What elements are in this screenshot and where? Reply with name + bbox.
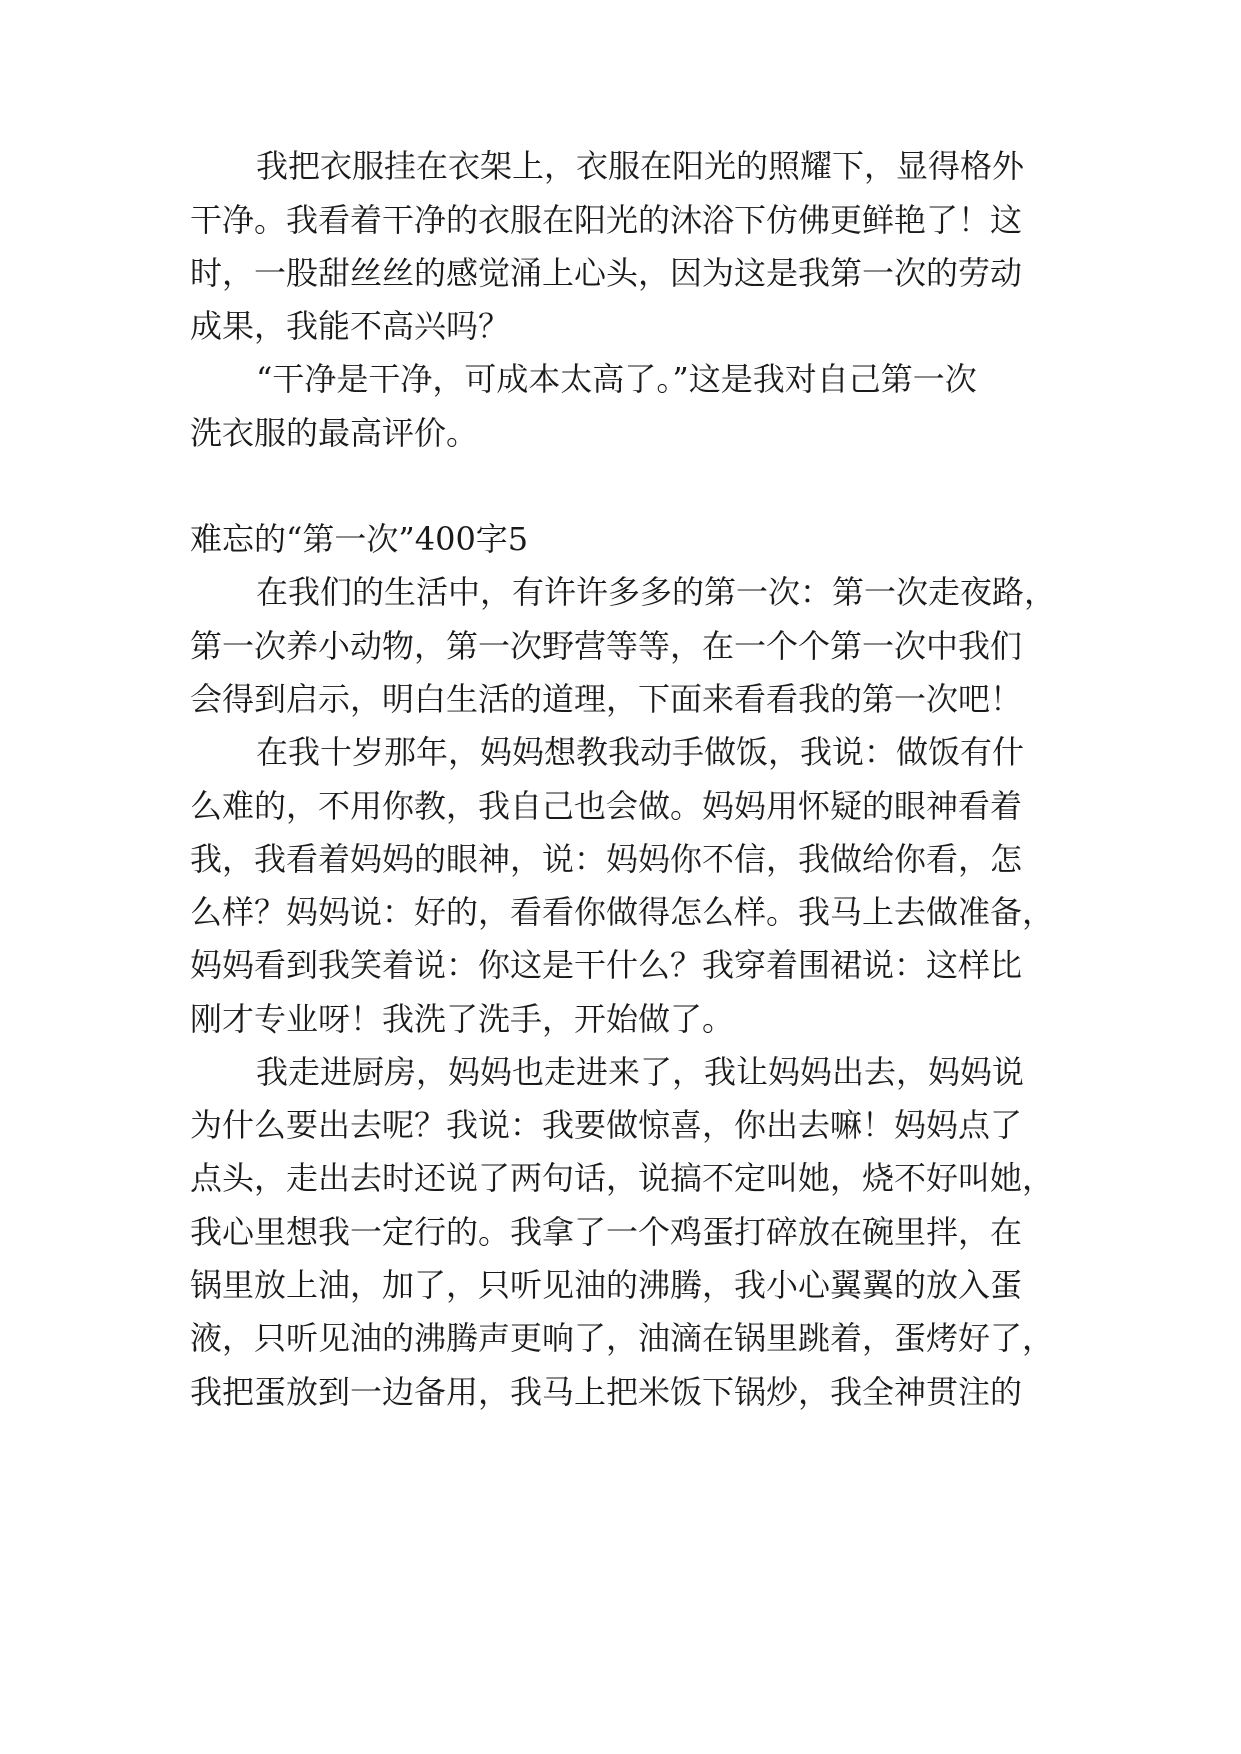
- paragraph-line: 妈妈看到我笑着说：你这是干什么？我穿着围裙说：这样比: [190, 946, 1023, 984]
- paragraph-line: 么难的，不用你教，我自己也会做。妈妈用怀疑的眼神看着: [190, 787, 1023, 825]
- paragraph-line: 为什么要出去呢？我说：我要做惊喜，你出去嘛！妈妈点了: [190, 1106, 1023, 1144]
- paragraph-line: 成果，我能不高兴吗？: [190, 307, 511, 345]
- paragraph-line: 时，一股甜丝丝的感觉涌上心头，因为这是我第一次的劳动: [190, 254, 1023, 292]
- paragraph-line: 会得到启示，明白生活的道理，下面来看看我的第一次吧！: [190, 680, 1023, 718]
- paragraph-line: 我走进厨房，妈妈也走进来了，我让妈妈出去，妈妈说: [256, 1053, 1025, 1091]
- paragraph-line: “干净是干净，可成本太高了。”这是我对自己第一次: [256, 360, 977, 398]
- paragraph-line: 锅里放上油，加了，只听见油的沸腾，我小心翼翼的放入蛋: [190, 1266, 1023, 1304]
- paragraph-line: 点头，走出去时还说了两句话，说搞不定叫她，烧不好叫她，: [190, 1159, 1055, 1197]
- paragraph-line: 洗衣服的最高评价。: [190, 414, 479, 452]
- paragraph-line: 在我十岁那年，妈妈想教我动手做饭，我说：做饭有什: [256, 733, 1025, 771]
- section-title: 难忘的“第一次”400字5: [190, 520, 529, 558]
- paragraph-line: 我心里想我一定行的。我拿了一个鸡蛋打碎放在碗里拌，在: [190, 1213, 1023, 1251]
- paragraph-line: 液，只听见油的沸腾声更响了，油滴在锅里跳着，蛋烤好了，: [190, 1319, 1055, 1357]
- paragraph-line: 么样？妈妈说：好的，看看你做得怎么样。我马上去做准备，: [190, 893, 1055, 931]
- paragraph-line: 我把衣服挂在衣架上，衣服在阳光的照耀下，显得格外: [256, 147, 1025, 185]
- paragraph-line: 我，我看着妈妈的眼神，说：妈妈你不信，我做给你看，怎: [190, 840, 1023, 878]
- paragraph-line: 刚才专业呀！我洗了洗手，开始做了。: [190, 1000, 735, 1038]
- paragraph-line: 我把蛋放到一边备用，我马上把米饭下锅炒，我全神贯注的: [190, 1373, 1023, 1411]
- paragraph-line: 第一次养小动物，第一次野营等等，在一个个第一次中我们: [190, 627, 1023, 665]
- paragraph-line: 在我们的生活中，有许许多多的第一次：第一次走夜路，: [256, 573, 1057, 611]
- paragraph-line: 干净。我看着干净的衣服在阳光的沐浴下仿佛更鲜艳了！这: [190, 201, 1023, 239]
